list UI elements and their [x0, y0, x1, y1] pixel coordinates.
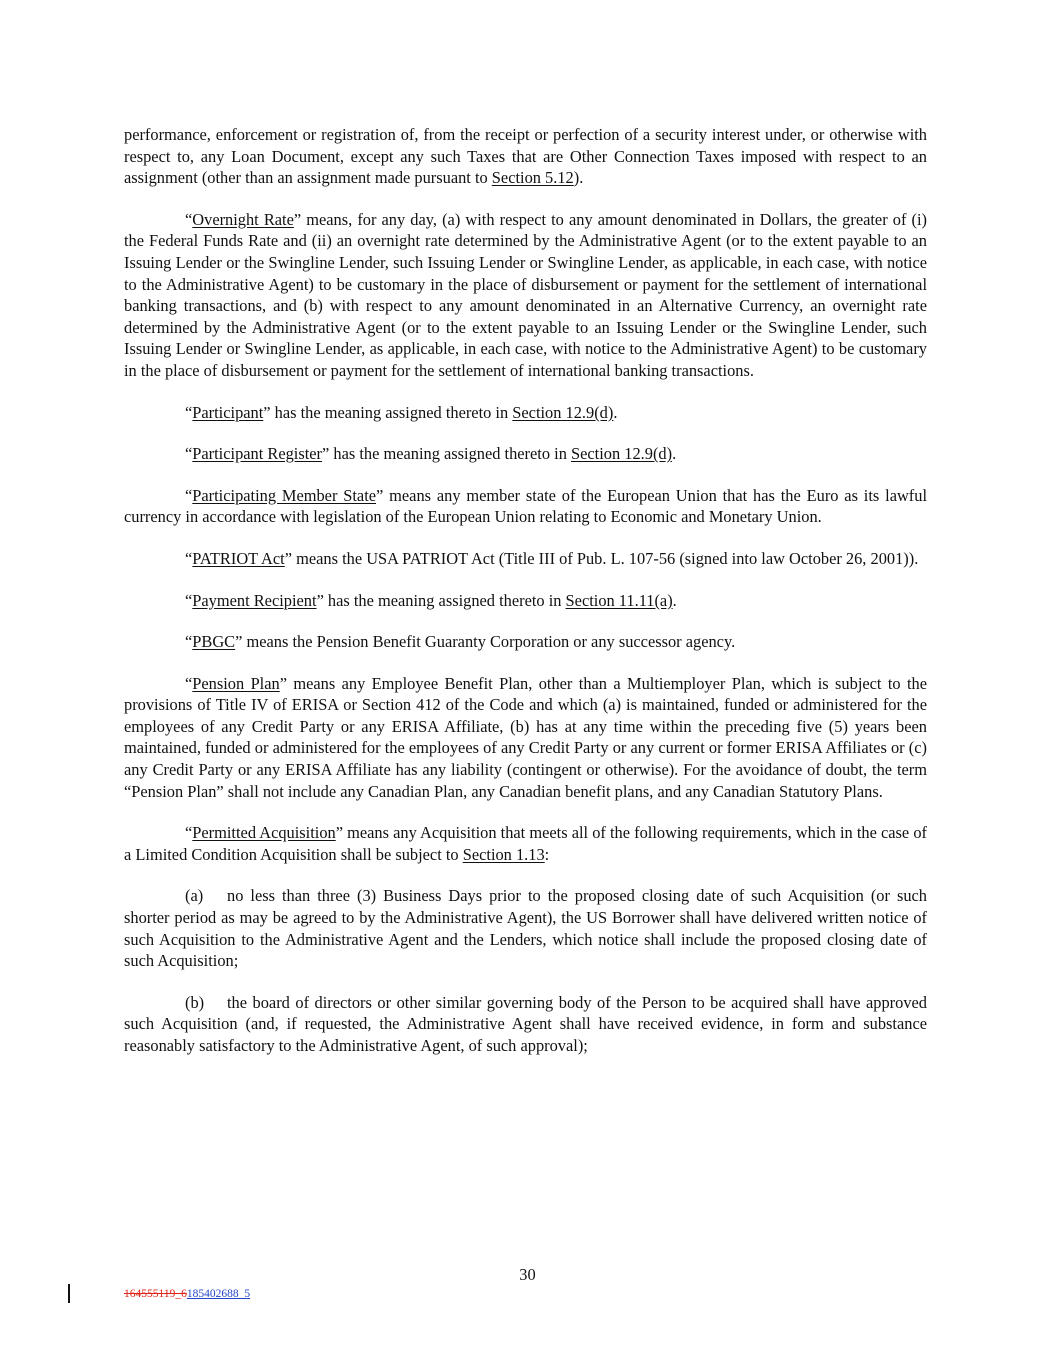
clause-text: no less than three (3) Business Days prior to the proposed closing date of such Acquisition (or such shorter period as may be agreed to by the Administrative Agent), the US Borrower shall have delivered written notice of such Acquisition to the Administrative Agent and the Lenders, which notice shall include the proposed closing date of such Acquisition; [124, 886, 927, 971]
clause-a [124, 885, 927, 971]
definition-text: ” means the USA PATRIOT Act (Title III of Pub. L. 107-56 (signed into law October 26, 2001)). [284, 548, 919, 568]
section-reference: Section 11.11(a) [565, 590, 673, 610]
definition-permitted-acquisition [124, 822, 927, 865]
definition-participating-member-state [124, 485, 927, 528]
definition-text: ” means the Pension Benefit Guaranty Corporation or any successor agency. [235, 632, 736, 652]
definition-text: ” means any member state of the European Union that has the Euro as its lawful currency in accordance with legislation of the European Union relating to Economic and Monetary Union. [124, 485, 928, 527]
open-quote: “ [185, 444, 193, 464]
definition-text: ” has the meaning assigned thereto in [316, 590, 566, 610]
open-quote: “ [185, 548, 193, 568]
open-quote: “ [185, 485, 193, 505]
open-quote: “ [185, 590, 193, 610]
definition-text: . [672, 444, 677, 464]
section-reference: Section 1.13 [462, 844, 545, 864]
section-reference: Section 5.12 [491, 168, 574, 188]
definition-text: . [672, 590, 677, 610]
definition-payment-recipient [124, 590, 927, 612]
definition-text: ” means any Employee Benefit Plan, other than a Multiemployer Plan, which is subject to the provisions of Title IV of ERISA or Section 412 of the Code and which (a) is maintained, funded or administered for the employees of any Credit Party or any ERISA Affiliate, (b) has at any time within the preceding five (5) years been maintained, funded or administered for the employees of any Credit Party or any current or former ERISA Affiliates or (c) any Credit Party or any ERISA Affiliate has any liability (contingent or otherwise). For the avoidance of doubt, the term “Pension Plan” shall not include any Canadian Plan, any Canadian benefit plans, and any Canadian Statutory Plans. [124, 673, 928, 801]
defined-term: Permitted Acquisition [192, 823, 336, 843]
definition-participant [124, 402, 927, 424]
open-quote: “ [185, 823, 193, 843]
defined-term: PBGC [192, 632, 236, 652]
section-reference: Section 12.9(d) [512, 402, 614, 422]
deleted-document-id: 164555119_6 [124, 1288, 187, 1300]
open-quote: “ [185, 402, 193, 422]
definition-text: ” has the meaning assigned thereto in [322, 444, 571, 464]
open-quote: “ [185, 673, 193, 693]
definition-text: ” means, for any day, (a) with respect to any amount denominated in Dollars, the greater of (i) the Federal Funds Rate and (ii) an overnight rate determined by the Administrative Agent (or to the extent payable to an Issuing Lender or the Swingline Lender, such Issuing Lender or Swingline Lender, as applicable, in each case, with notice to the Administrative Agent) to be customary in the place of disbursement or payment for the settlement of international banking transactions, and (b) with respect to any amount denominated in an Alternative Currency, an overnight rate determined by the Administrative Agent (or to the extent payable to an Issuing Lender or the Swingline Lender, such Issuing Lender or Swingline Lender, as applicable, in each case, with notice to the Administrative Agent) to be customary in the place of disbursement or payment for the settlement of international banking transactions. [124, 209, 927, 380]
definition-overnight-rate [124, 209, 927, 382]
paragraph-text: ). [573, 168, 584, 188]
open-quote: “ [185, 209, 193, 229]
definition-participant-register [124, 443, 927, 465]
clause-b [124, 992, 927, 1057]
definition-text: ” means any Acquisition that meets all of the following requirements, which in the case of a Limited Condition Acquisition shall be subject to [124, 823, 927, 864]
defined-term: Participant [192, 402, 264, 422]
defined-term: Participant Register [192, 444, 323, 464]
definition-patriot-act [124, 548, 927, 570]
defined-term: PATRIOT Act [192, 548, 285, 568]
page-number: 30 [519, 1265, 536, 1284]
clause-text: the board of directors or other similar governing body of the Person to be acquired shall have approved such Acquisition (and, if requested, the Administrative Agent shall have received evidence, in form and substance reasonably satisfactory to the Administrative Agent, of such approval); [124, 992, 927, 1055]
open-quote: “ [185, 632, 193, 652]
definition-pbgc [124, 631, 927, 653]
inserted-document-id: 185402688_5 [186, 1288, 251, 1300]
defined-term: Overnight Rate [192, 209, 294, 229]
change-bar [68, 1284, 70, 1303]
defined-term: Participating Member State [192, 485, 377, 505]
definition-pension-plan [124, 673, 927, 803]
document-id-footer [124, 1288, 250, 1300]
definition-text: . [613, 402, 618, 422]
paragraph-text: performance, enforcement or registration of, from the receipt or perfection of a security interest under, or otherwise with respect to, any Loan Document, except any such Taxes that are Other Connection Taxes imposed with respect to an assignment (other than an assignment made pursuant to [124, 125, 927, 188]
document-page [124, 124, 927, 1077]
definition-text: ” has the meaning assigned thereto in [263, 402, 513, 422]
section-reference: Section 12.9(d) [571, 444, 673, 464]
paragraph-taxes-continuation [124, 124, 927, 189]
defined-term: Pension Plan [192, 673, 280, 693]
clause-label: (a) [185, 886, 204, 906]
defined-term: Payment Recipient [192, 590, 317, 610]
clause-label: (b) [185, 992, 205, 1012]
definition-text: : [544, 844, 550, 864]
